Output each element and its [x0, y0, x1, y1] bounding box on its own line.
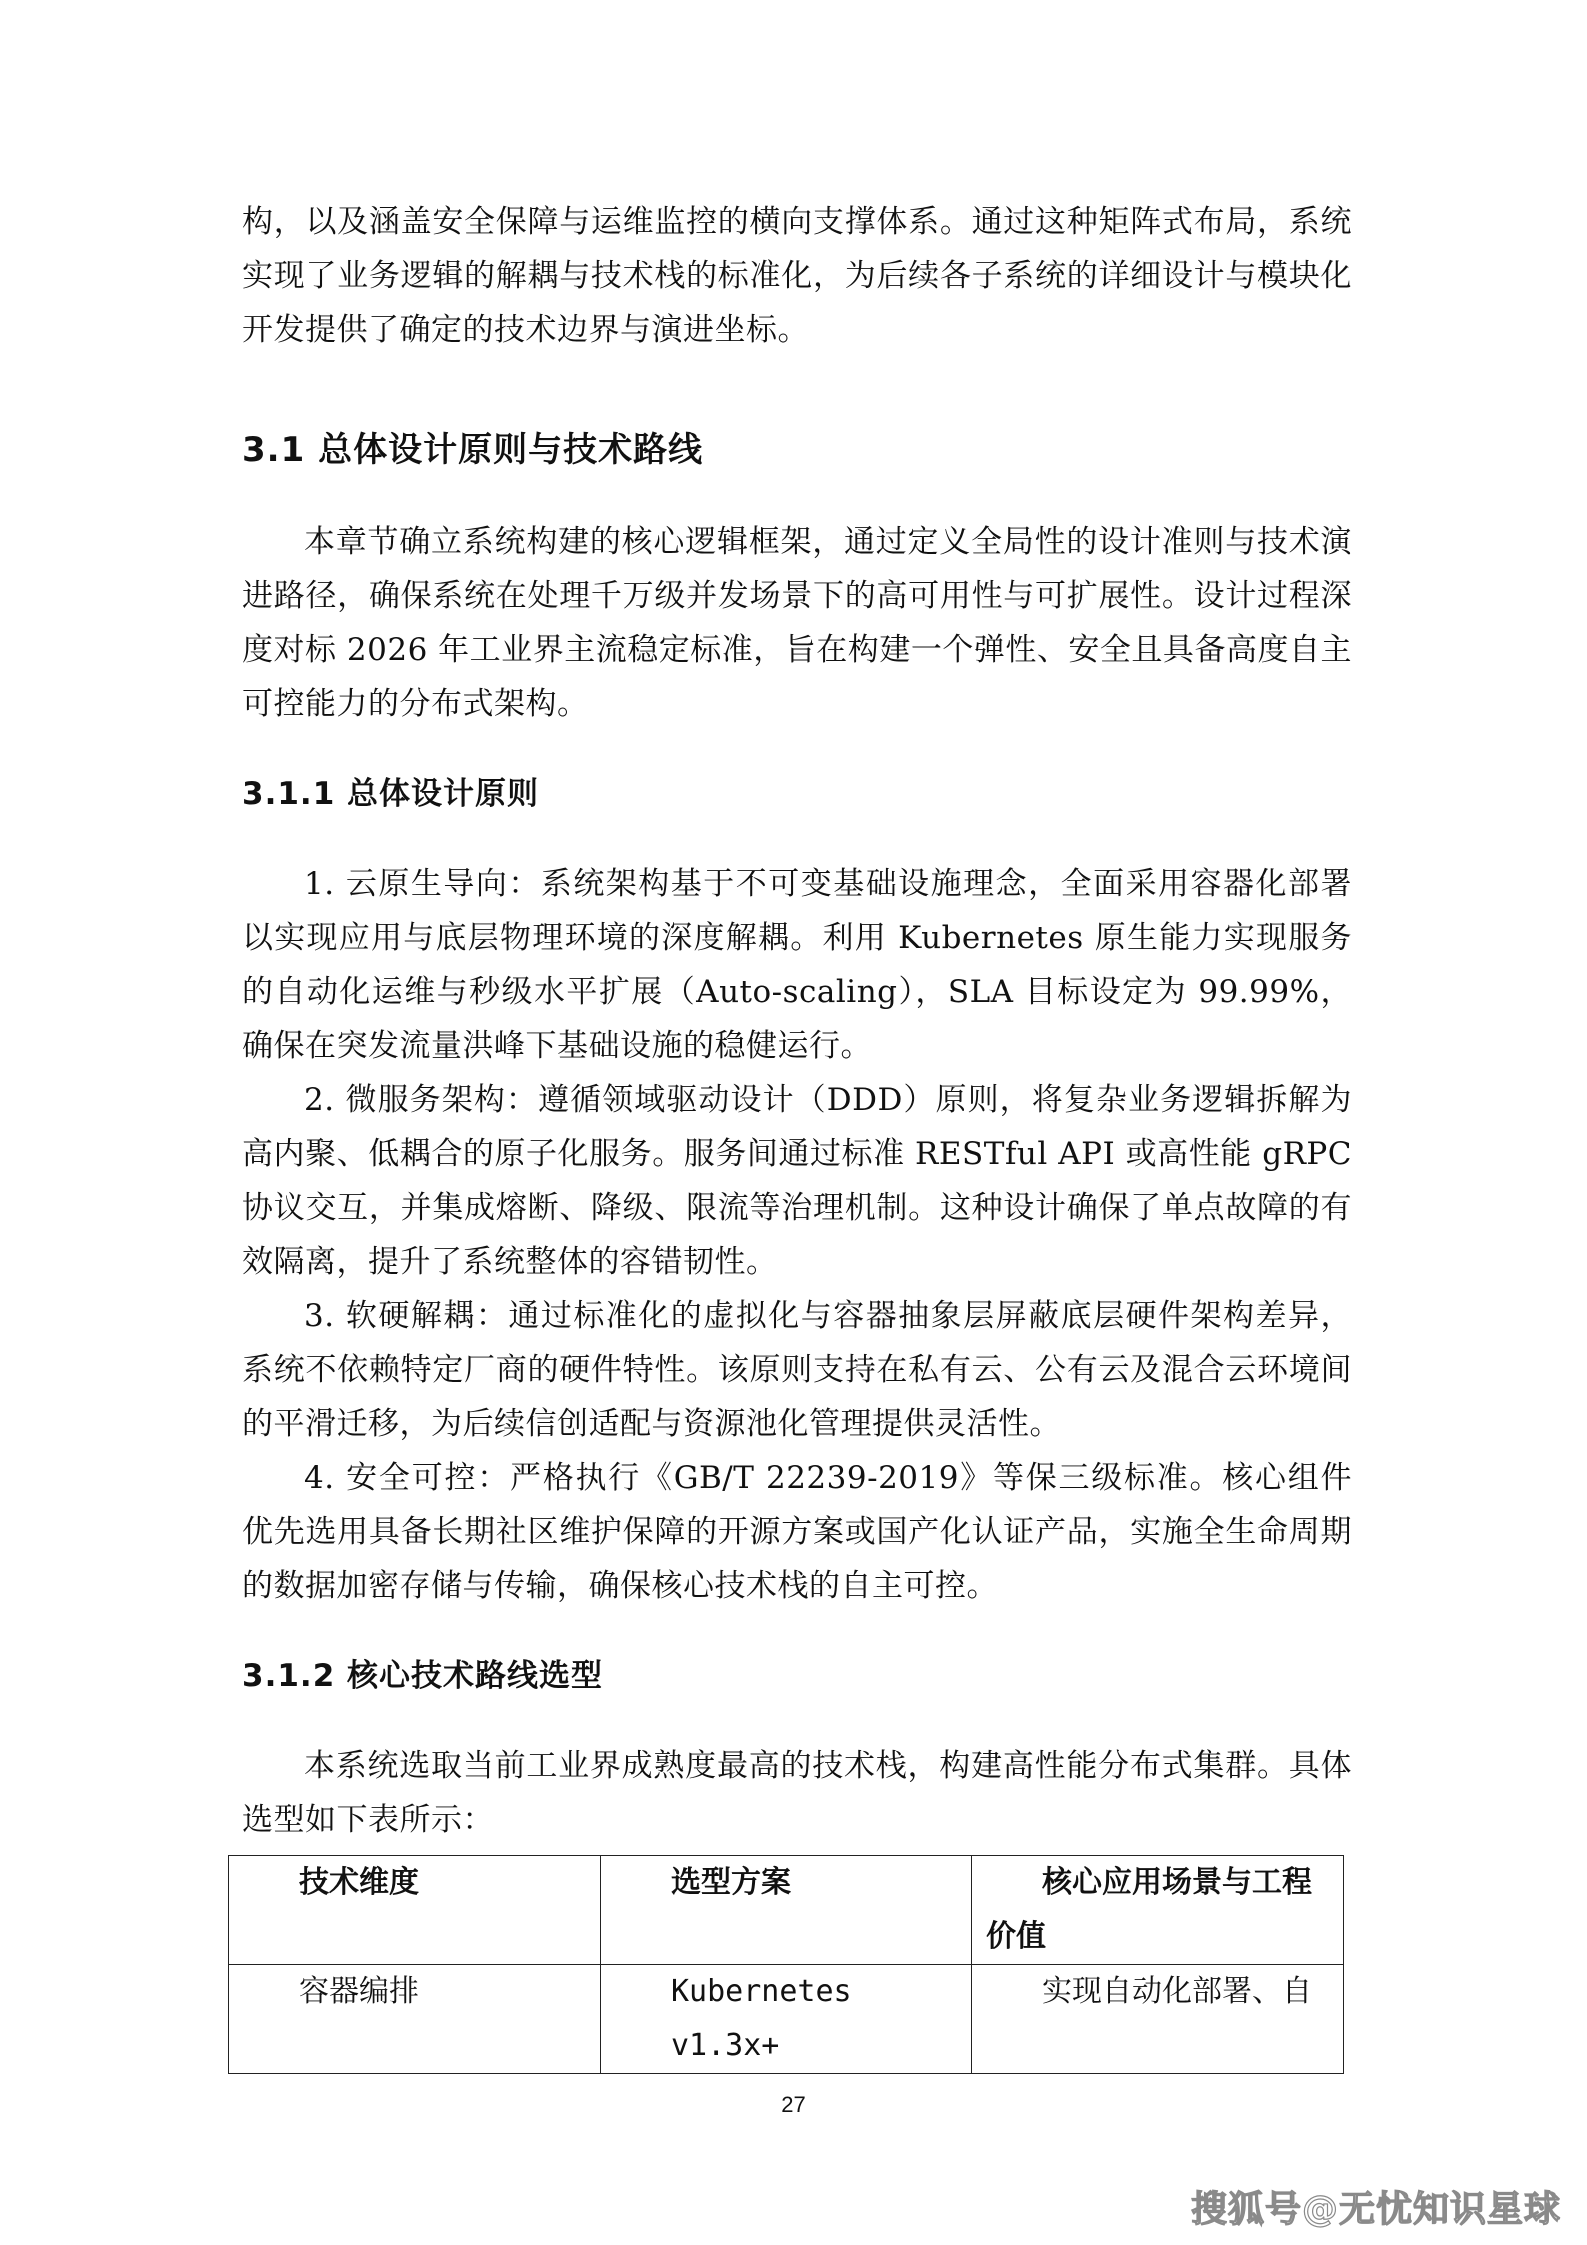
principle-item-microservices: 2. 微服务架构：遵循领域驱动设计（DDD）原则，将复杂业务逻辑拆解为高内聚、低耦合的原子化服务。服务间通过标准 RESTful API 或高性能 gRPC 协议交互，并集成熔断、降级、限流等治理机制。这种设计确保了单点故障的有效隔离，提升了系统整体的容错韧性。 [242, 1082, 1352, 1280]
section-3-1-paragraph: 本章节确立系统构建的核心逻辑框架，通过定义全局性的设计准则与技术演进路径，确保系统在处理千万级并发场景下的高可用性与可扩展性。设计过程深度对标 2026 年工业界主流稳定标准，旨在构建一个弹性、安全且具备高度自主可控能力的分布式架构。 [242, 524, 1352, 722]
table-cell: 容器编排 [229, 1965, 601, 2074]
table-cell: Kubernetes v1.3x+ [601, 1965, 972, 2074]
table-header-cell: 核心应用场景与工程价值 [972, 1856, 1344, 1965]
page-content [242, 195, 1352, 1847]
principle-item-hw-sw-decoupling: 3. 软硬解耦：通过标准化的虚拟化与容器抽象层屏蔽底层硬件架构差异，系统不依赖特定厂商的硬件特性。该原则支持在私有云、公有云及混合云环境间的平滑迁移，为后续信创适配与资源池化管理提供灵活性。 [242, 1298, 1352, 1442]
principle-item-cloud-native: 1. 云原生导向：系统架构基于不可变基础设施理念，全面采用容器化部署以实现应用与底层物理环境的深度解耦。利用 Kubernetes 原生能力实现服务的自动化运维与秒级水平扩展（Auto-scaling），SLA 目标设定为 99.99%，确保在突发流量洪峰下基础设施的稳健运行。 [242, 866, 1352, 1064]
principle-item-security: 4. 安全可控：严格执行《GB/T 22239-2019》等保三级标准。核心组件优先选用具备长期社区维护保障的开源方案或国产化认证产品，实施全生命周期的数据加密存储与传输，确保核心技术栈的自主可控。 [242, 1460, 1352, 1604]
table-row [229, 1965, 1344, 2074]
watermark: 搜狐号@无忧知识星球 [1190, 2189, 1561, 2230]
section-3-1-2-paragraph: 本系统选取当前工业界成熟度最高的技术栈，构建高性能分布式集群。具体选型如下表所示： [242, 1748, 1352, 1838]
section-heading-3-1: 3.1 总体设计原则与技术路线 [242, 430, 704, 470]
page-number: 27 [781, 2092, 806, 2117]
section-heading-3-1-1: 3.1.1 总体设计原则 [242, 776, 540, 812]
section-heading-3-1-2: 3.1.2 核心技术路线选型 [242, 1658, 604, 1694]
intro-paragraph: 构，以及涵盖安全保障与运维监控的横向支撑体系。通过这种矩阵式布局，系统实现了业务逻辑的解耦与技术栈的标准化，为后续各子系统的详细设计与模块化开发提供了确定的技术边界与演进坐标。 [242, 204, 1352, 348]
table-header-row [229, 1856, 1344, 1965]
table-header-cell: 选型方案 [601, 1856, 972, 1965]
table-header-cell: 技术维度 [229, 1856, 601, 1965]
tech-selection-table [228, 1855, 1344, 2074]
table-cell: 实现自动化部署、自 [972, 1965, 1344, 2074]
